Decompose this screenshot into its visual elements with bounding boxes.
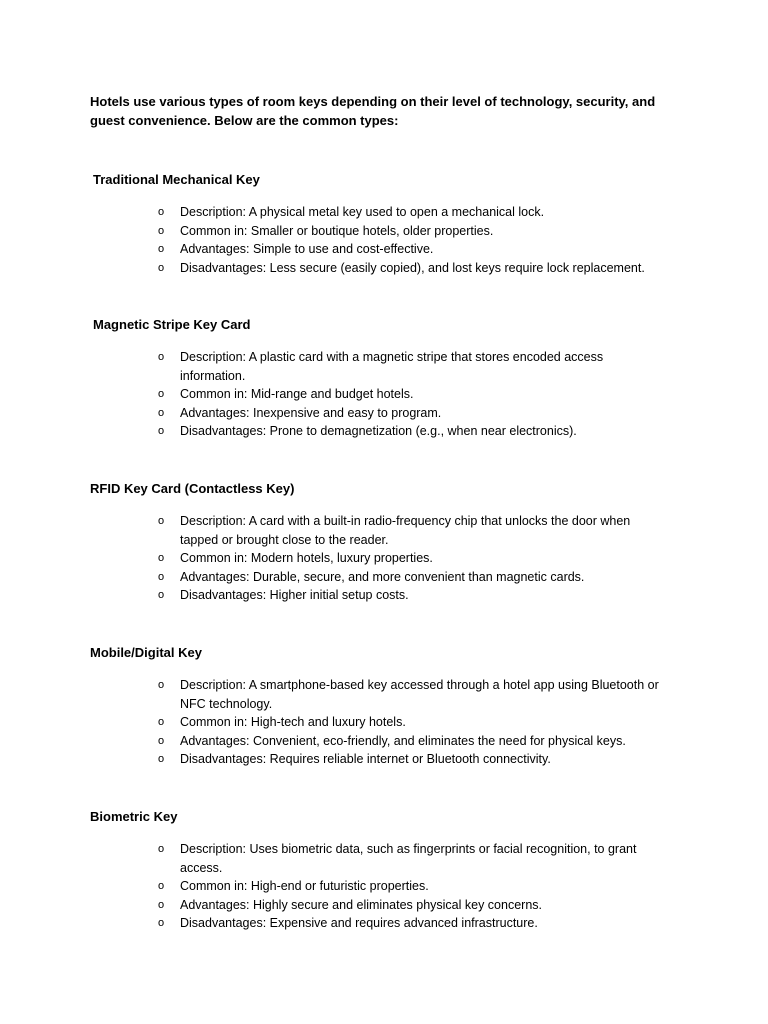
bullet-list (90, 348, 730, 441)
list-item-text: Common in: Smaller or boutique hotels, older properties. (180, 223, 494, 238)
list-item-text: Advantages: Convenient, eco-friendly, and eliminates the need for physical keys. (180, 733, 626, 748)
section-title: Biometric Key (90, 809, 178, 824)
list-item-text: Advantages: Highly secure and eliminates physical key concerns. (180, 897, 542, 912)
section-rfid-key-card (90, 480, 730, 605)
bullet-marker: o (158, 515, 165, 527)
list-item-text: Advantages: Inexpensive and easy to program. (180, 405, 442, 420)
list-item-text: Disadvantages: Expensive and requires advanced infrastructure. (180, 916, 538, 930)
bullet-marker: o (158, 206, 165, 218)
list-item (158, 568, 670, 587)
list-item (158, 259, 700, 278)
list-item-text: Description: A plastic card with a magnetic stripe that stores encoded access information. (180, 350, 604, 383)
list-item (158, 549, 670, 568)
bullet-list (90, 676, 730, 769)
bullet-marker: o (158, 753, 165, 765)
list-item-text: Advantages: Simple to use and cost-effective. (180, 242, 434, 256)
bullet-marker: o (158, 917, 165, 929)
list-item (158, 385, 670, 404)
section-biometric-key (90, 808, 730, 933)
bullet-marker: o (158, 224, 165, 237)
list-item (158, 676, 675, 713)
list-item-text: Common in: High-end or futuristic properties. (180, 879, 429, 893)
bullet-marker: o (158, 425, 165, 437)
section-mobile-digital-key (90, 644, 730, 769)
list-item-text: Description: A smartphone-based key accessed through a hotel app using Bluetooth or NFC technology. (180, 678, 659, 711)
list-item (158, 586, 670, 605)
list-item (158, 877, 670, 896)
bullet-list (90, 840, 730, 933)
list-item (158, 348, 630, 385)
bullet-marker: o (158, 880, 165, 892)
bullet-marker: o (158, 843, 165, 855)
list-item-text: Common in: Mid-range and budget hotels. (180, 387, 414, 401)
bullet-list (90, 203, 730, 277)
section-title: RFID Key Card (Contactless Key) (90, 481, 295, 496)
bullet-marker: o (158, 261, 165, 274)
intro-paragraph: Hotels use various types of room keys depending on their level of technology, security, and guest convenience. Below are the common types: (90, 94, 656, 128)
list-item (158, 896, 670, 915)
list-item (158, 512, 660, 549)
bullet-marker: o (158, 406, 165, 419)
list-item (158, 222, 670, 241)
bullet-marker: o (158, 716, 165, 728)
list-item-text: Advantages: Durable, secure, and more convenient than magnetic cards. (180, 569, 585, 584)
bullet-marker: o (158, 589, 165, 601)
list-item-text: Disadvantages: Higher initial setup costs. (180, 588, 409, 602)
bullet-marker: o (158, 351, 165, 363)
list-item-text: Disadvantages: Less secure (easily copied), and lost keys require lock replacement. (180, 260, 645, 275)
list-item-text: Disadvantages: Prone to demagnetization (e.g., when near electronics). (180, 424, 577, 438)
bullet-list (90, 512, 730, 605)
bullet-marker: o (158, 388, 165, 400)
list-item (158, 203, 670, 222)
list-item (158, 732, 700, 751)
list-item-text: Common in: Modern hotels, luxury properties. (180, 551, 433, 565)
bullet-marker: o (158, 570, 165, 583)
section-title: Magnetic Stripe Key Card (93, 317, 251, 332)
list-item (158, 240, 670, 259)
bullet-marker: o (158, 734, 165, 747)
bullet-marker: o (158, 898, 165, 911)
list-item (158, 750, 670, 769)
list-item-text: Description: A physical metal key used to open a mechanical lock. (180, 205, 545, 219)
list-item-text: Common in: High-tech and luxury hotels. (180, 715, 406, 729)
list-item (158, 840, 650, 877)
section-title: Traditional Mechanical Key (93, 172, 260, 187)
list-item (158, 713, 670, 732)
list-item (158, 422, 670, 441)
list-item-text: Description: Uses biometric data, such as fingerprints or facial recognition, to grant access. (180, 842, 637, 875)
list-item (158, 404, 670, 423)
bullet-marker: o (158, 552, 165, 564)
section-magnetic-stripe-key-card (90, 316, 730, 441)
list-item (158, 914, 670, 933)
section-traditional-mechanical-key (90, 171, 730, 277)
section-title: Mobile/Digital Key (90, 645, 202, 660)
list-item-text: Description: A card with a built-in radio-frequency chip that unlocks the door when tapped or brought close to the reader. (180, 514, 631, 547)
bullet-marker: o (158, 243, 165, 255)
list-item-text: Disadvantages: Requires reliable internet or Bluetooth connectivity. (180, 752, 551, 766)
bullet-marker: o (158, 679, 165, 691)
